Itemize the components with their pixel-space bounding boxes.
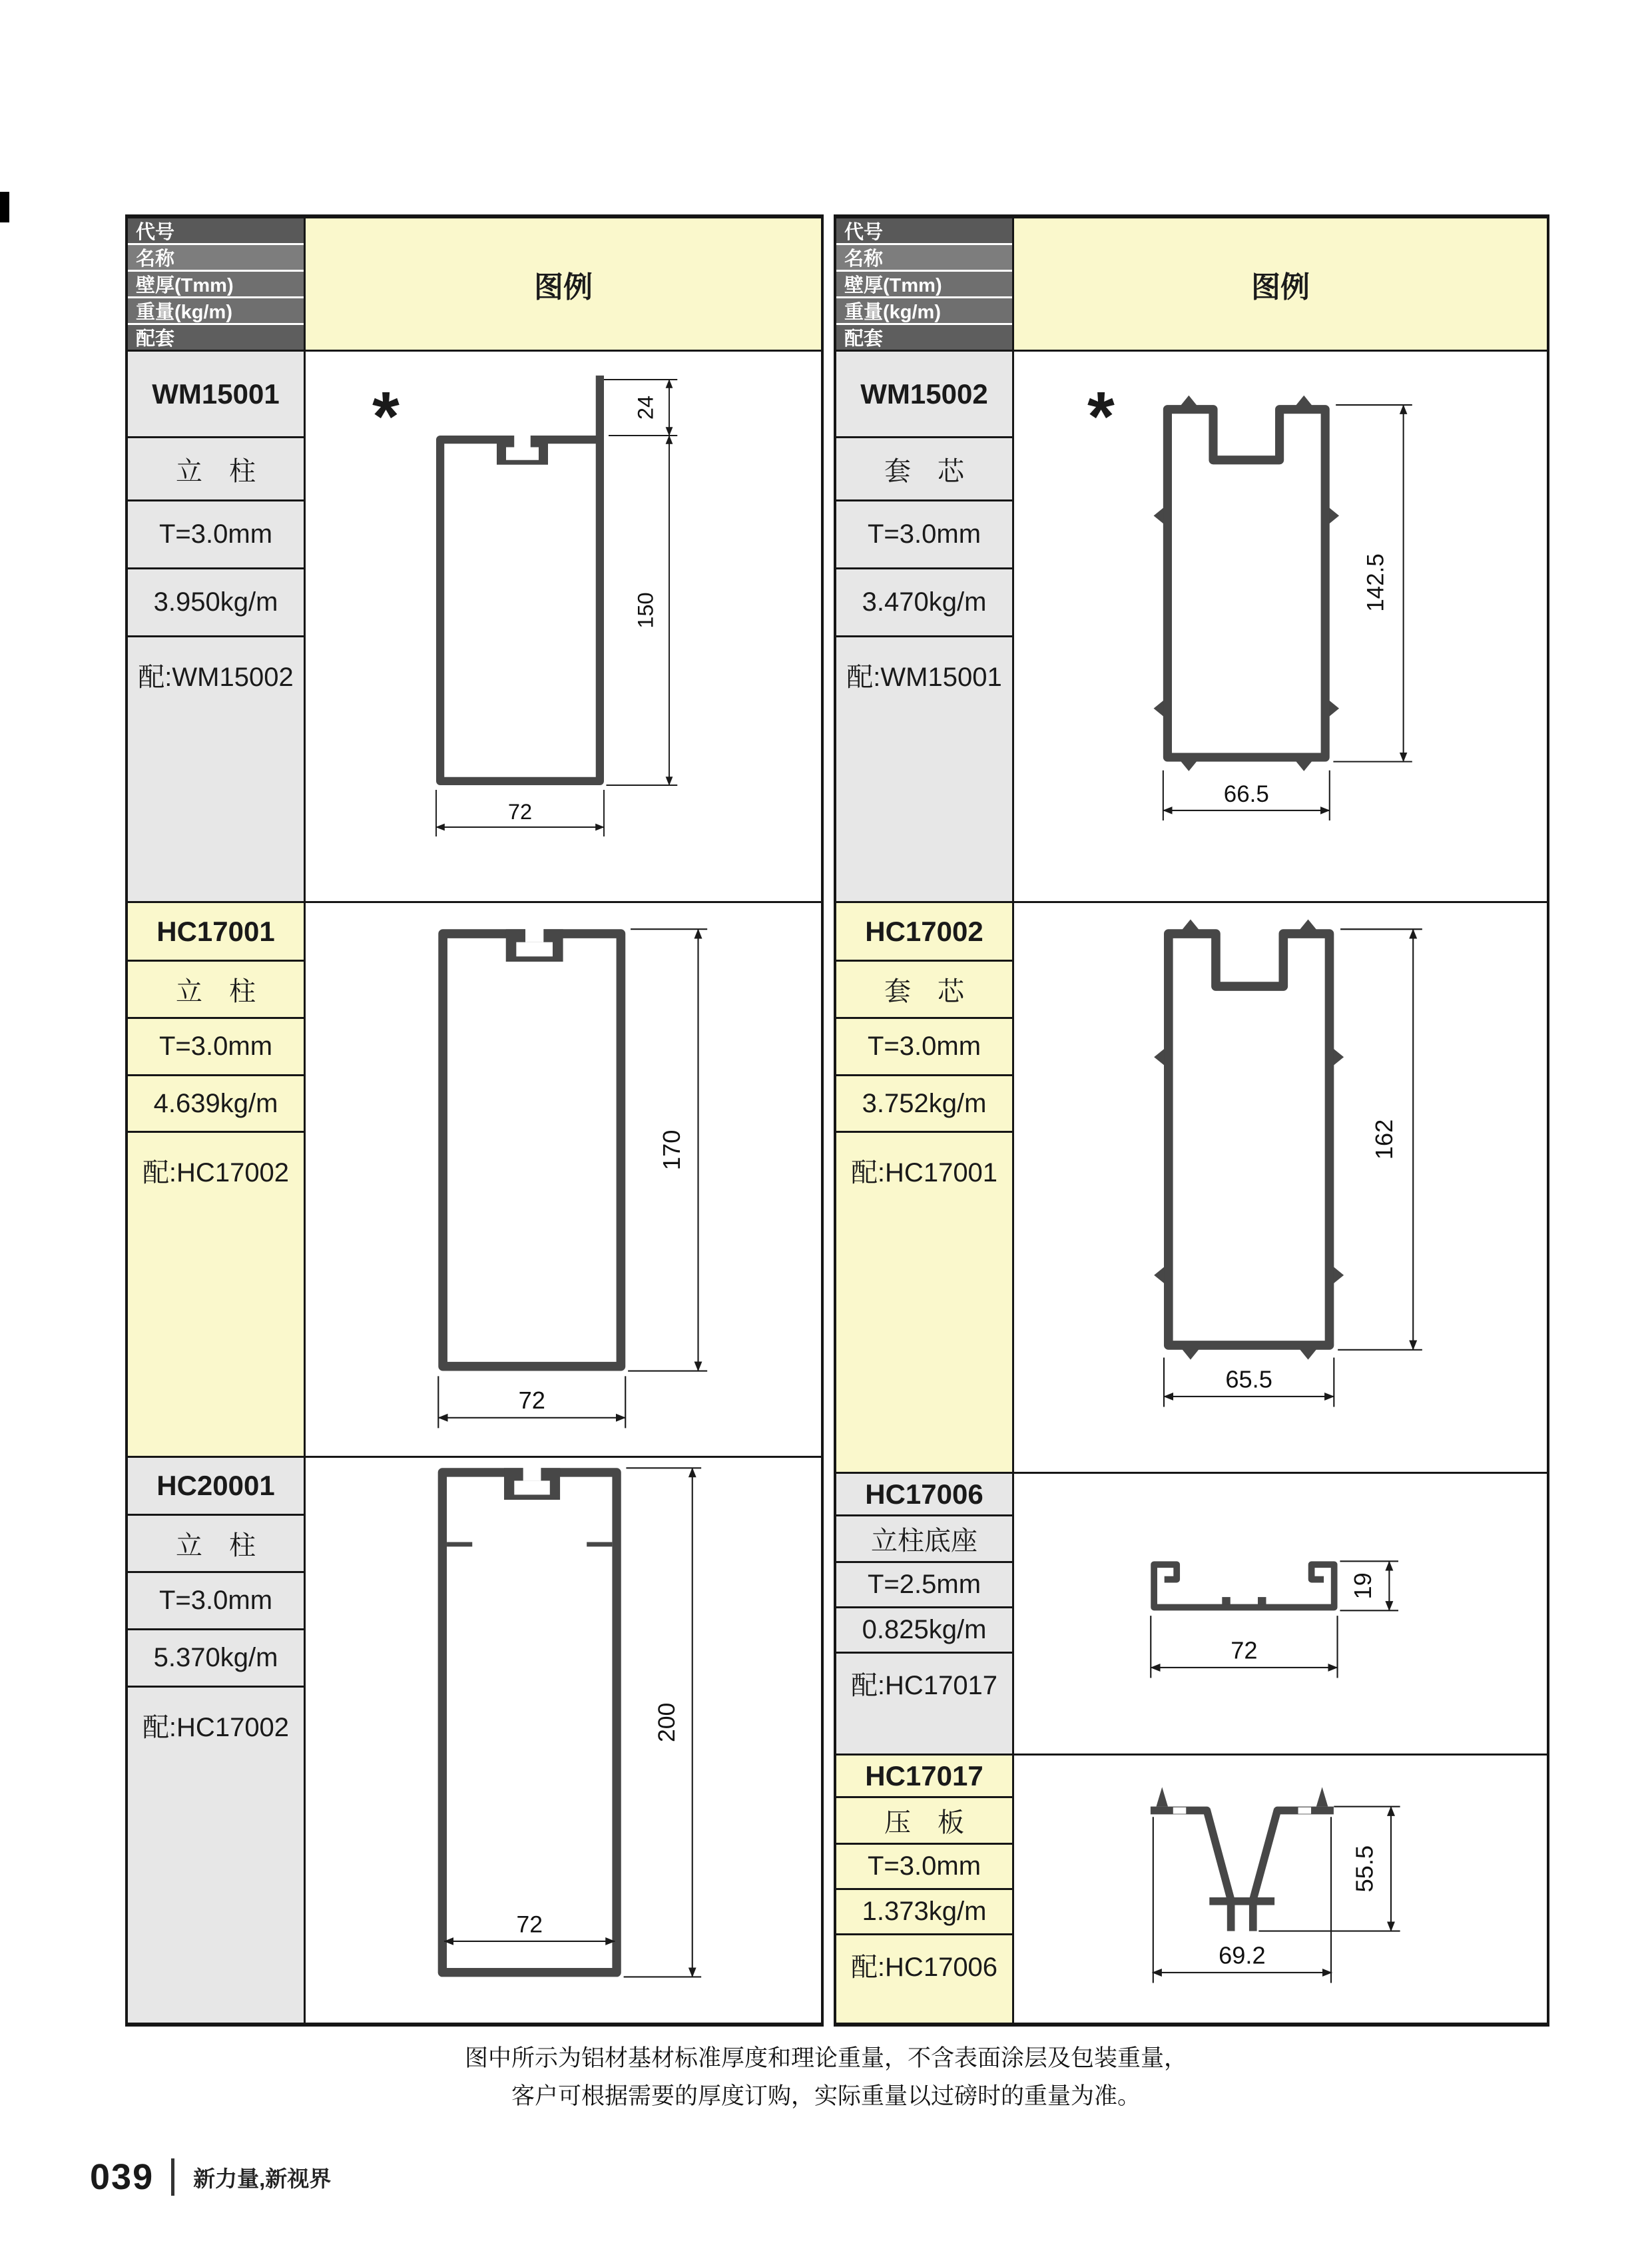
diagram-cell-hc17002: [1014, 903, 1547, 1472]
table-header: [128, 218, 821, 350]
profile-match: 配:HC17002: [128, 1688, 304, 2023]
tslot-base: [516, 942, 553, 956]
dim-height-label: 170: [658, 1129, 686, 1171]
tslot-stem: [514, 434, 531, 447]
dim-height-label: 19: [1349, 1572, 1377, 1600]
profile-outline: [443, 934, 621, 1367]
page-number: 039: [90, 2157, 154, 2197]
header-label-column: [836, 218, 1012, 350]
label-column: [128, 903, 306, 1456]
profile-match: 配:WM15001: [836, 637, 1012, 901]
label-column: [128, 352, 306, 901]
profile-match: 配:HC17002: [128, 1133, 304, 1456]
profile-match: 配:HC17001: [836, 1133, 1012, 1472]
profile-name: 套 芯: [836, 438, 1012, 501]
profile-drawing-hc17001: [417, 908, 740, 1439]
footnote-line-2: 客户可根据需要的厚度订购，实际重量以过磅时的重量为准。: [511, 2083, 1141, 2109]
label-column: [836, 352, 1014, 901]
table-header: [836, 218, 1547, 350]
diagram-cell-hc17001: [306, 903, 821, 1456]
header-cell-name: 名称: [836, 245, 1012, 272]
profile-row-hc20001: [128, 1456, 821, 2023]
dim-width-label: 69.2: [1219, 1941, 1266, 1969]
header-cell-weight: 重量(kg/m): [128, 298, 304, 325]
page-footer: [90, 2156, 331, 2198]
asterisk-mark: *: [1087, 378, 1115, 456]
header-cell-code: 代号: [128, 218, 304, 245]
profile-drawing-hc17017: [1131, 1773, 1428, 1996]
tslot-base: [506, 448, 539, 460]
diagram-cell-hc17017: [1014, 1756, 1547, 2023]
print-edge-mark: [0, 192, 9, 222]
profile-thickness: T=3.0mm: [836, 501, 1012, 569]
label-column: [836, 1474, 1014, 1754]
profile-outline: [442, 1472, 617, 1973]
tslot-base: [514, 1480, 549, 1494]
profile-thickness: T=3.0mm: [128, 501, 304, 569]
legend-header: 图例: [1012, 218, 1547, 350]
profile-outline: [1169, 934, 1330, 1345]
profile-code: WM15002: [836, 352, 1012, 438]
diagram-cell-wm15001: [306, 352, 821, 901]
dim-height-label: 150: [633, 592, 658, 629]
dim-height-label: 200: [653, 1702, 681, 1742]
profile-weight: 0.825kg/m: [836, 1608, 1012, 1654]
label-column: [836, 1756, 1014, 2023]
dim-height-label: 142.5: [1362, 553, 1389, 612]
profile-row-hc17006: [836, 1472, 1547, 1754]
profile-code: HC17002: [836, 903, 1012, 962]
dim-width-label: 72: [516, 1911, 543, 1938]
profile-thickness: T=2.5mm: [836, 1563, 1012, 1608]
profile-code: HC17006: [836, 1474, 1012, 1516]
label-column: [128, 1458, 306, 2023]
profile-weight: 3.470kg/m: [836, 569, 1012, 637]
profile-drawing-hc17002: [1138, 908, 1444, 1423]
profile-outline: [440, 440, 600, 781]
diagram-cell-hc20001: [306, 1458, 821, 2023]
profile-table-left: [125, 214, 824, 2027]
dim-width-label: 72: [1231, 1636, 1258, 1664]
dim-top-label: 24: [633, 395, 658, 420]
footnote: [0, 2039, 1652, 2115]
profile-code: HC20001: [128, 1458, 304, 1516]
profile-drawing-hc17006: [1130, 1546, 1426, 1691]
profile-row-hc17017: [836, 1754, 1547, 2023]
profile-row-wm15001: [128, 350, 821, 901]
header-cell-thickness: 壁厚(Tmm): [836, 272, 1012, 298]
profile-thickness: T=3.0mm: [128, 1019, 304, 1076]
dim-height-label: 162: [1370, 1119, 1398, 1160]
footer-divider: [171, 2158, 174, 2196]
profile-outline: [1154, 1564, 1334, 1607]
profile-code: HC17017: [836, 1756, 1012, 1798]
profile-outline: [1167, 410, 1325, 757]
profile-thickness: T=3.0mm: [836, 1019, 1012, 1076]
profile-match: 配:HC17006: [836, 1935, 1012, 2023]
dim-width-label: 66.5: [1223, 781, 1269, 807]
profile-match: 配:WM15002: [128, 637, 304, 901]
dim-width-label: 72: [518, 1387, 545, 1415]
header-cell-name: 名称: [128, 245, 304, 272]
profile-drawing-hc20001: [417, 1458, 733, 1997]
profile-thickness: T=3.0mm: [836, 1845, 1012, 1890]
header-label-column: [128, 218, 304, 350]
dim-width-label: 72: [507, 799, 533, 824]
profile-name: 套 芯: [836, 962, 1012, 1019]
profile-weight: 5.370kg/m: [128, 1630, 304, 1688]
profile-row-wm15002: [836, 350, 1547, 901]
header-cell-code: 代号: [836, 218, 1012, 245]
profile-name: 立 柱: [128, 438, 304, 501]
header-cell-match: 配套: [128, 325, 304, 350]
diagram-cell-hc17006: [1014, 1474, 1547, 1754]
profile-drawing-wm15001: [417, 352, 706, 860]
asterisk-mark: *: [372, 378, 400, 456]
dim-height-label: 55.5: [1350, 1845, 1378, 1893]
profile-name: 压 板: [836, 1798, 1012, 1845]
end-fin-right: [1316, 1787, 1328, 1806]
profile-row-hc17002: [836, 901, 1547, 1472]
profile-row-hc17001: [128, 901, 821, 1456]
label-column: [836, 903, 1014, 1472]
profile-name: 立 柱: [128, 962, 304, 1019]
profile-thickness: T=3.0mm: [128, 1573, 304, 1630]
header-cell-weight: 重量(kg/m): [836, 298, 1012, 325]
profile-name: 立柱底座: [836, 1516, 1012, 1563]
profile-name: 立 柱: [128, 1516, 304, 1573]
footer-slogan: 新力量,新视界: [193, 2166, 332, 2191]
footnote-line-1: 图中所示为铝材基材标准厚度和理论重量，不含表面涂层及包装重量，: [464, 2045, 1187, 2071]
tslot-stem: [525, 928, 543, 942]
profile-weight: 3.752kg/m: [836, 1076, 1012, 1133]
header-cell-match: 配套: [836, 325, 1012, 350]
legend-header: 图例: [304, 218, 821, 350]
profile-match: 配:HC17017: [836, 1654, 1012, 1754]
diagram-cell-wm15002: [1014, 352, 1547, 901]
dim-width-label: 65.5: [1225, 1365, 1272, 1393]
profile-code: HC17001: [128, 903, 304, 962]
profile-weight: 3.950kg/m: [128, 569, 304, 637]
header-cell-thickness: 壁厚(Tmm): [128, 272, 304, 298]
profile-drawing-wm15002: [1138, 385, 1434, 830]
profile-table-right: [834, 214, 1549, 2027]
end-fin-left: [1156, 1787, 1168, 1806]
profile-weight: 4.639kg/m: [128, 1076, 304, 1133]
profile-outline: [1155, 1810, 1330, 1899]
profile-code: WM15001: [128, 352, 304, 438]
profile-weight: 1.373kg/m: [836, 1890, 1012, 1935]
tslot-stem: [523, 1466, 541, 1480]
